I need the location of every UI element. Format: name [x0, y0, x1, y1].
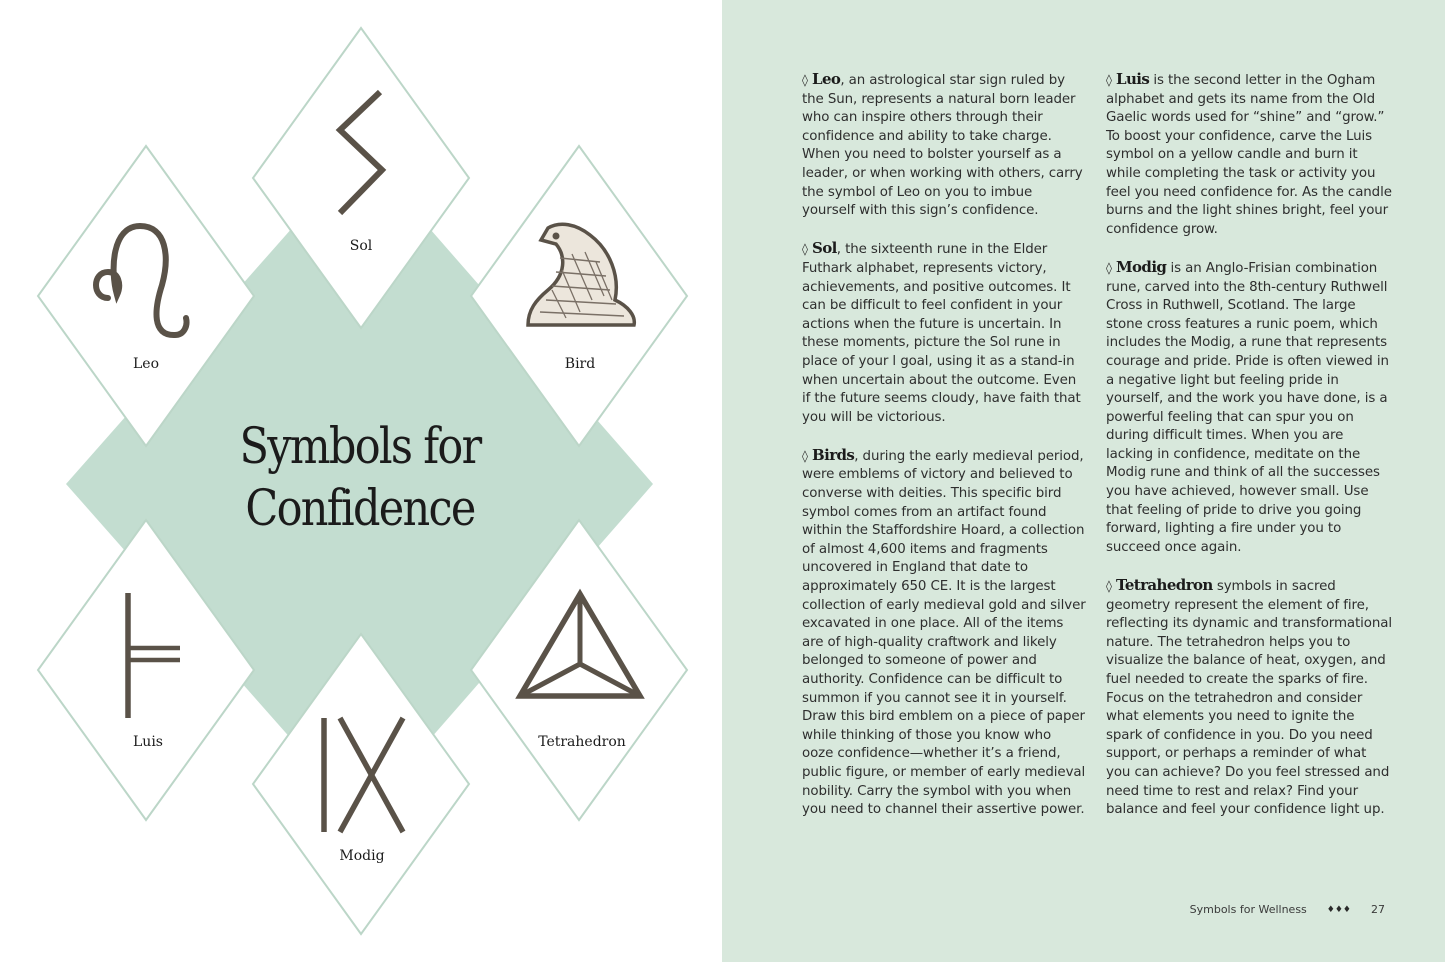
entry-name: Birds: [812, 445, 855, 464]
page-footer: [1190, 903, 1385, 916]
entry-sol: [802, 239, 1086, 427]
diamond-marker-icon: ◊: [802, 448, 808, 463]
symbol-label-luis: Luis: [133, 734, 163, 750]
entry-text: is an Anglo-Frisian combination rune, carved into the 8th-century Ruthwell Cross in Ruthwell, Scotland. The large stone cross features a runic poem, which includes the Modig, a rune that represents courage and pride. Pride is often viewed in a negative light but feeling pride in yourself, and the work you have done, is a powerful feeling that can spur you on during difficult times. When you are lacking in confidence, meditate on the Modig rune and think of all the successes you have achieved, however small. Use that feeling of pride to drive you going forward, lighting a fire under you to succeed once again.: [1106, 260, 1389, 555]
text-column-1: [802, 70, 1086, 838]
entry-tetrahedron: [1106, 576, 1392, 820]
entry-name: Leo: [812, 70, 841, 88]
symbol-label-leo: Leo: [132, 356, 160, 372]
diamond-marker-icon: ◊: [1106, 73, 1112, 87]
page-title-line-2: Confidence: [245, 479, 475, 537]
entry-name: Luis: [1116, 70, 1150, 88]
entry-name: Modig: [1116, 257, 1167, 276]
diamond-marker-icon: ◊: [1106, 579, 1112, 594]
page-title: [214, 415, 506, 539]
symbol-label-sol: Sol: [349, 238, 373, 254]
left-page: [0, 0, 722, 962]
entry-birds: [802, 446, 1086, 820]
text-column-2: [1106, 70, 1392, 838]
page-number: 27: [1371, 903, 1385, 916]
entry-name: Tetrahedron: [1116, 576, 1213, 595]
diamond-marker-icon: ◊: [1106, 260, 1112, 275]
symbol-label-bird: Bird: [564, 356, 596, 372]
footer-section-title: Symbols for Wellness: [1189, 903, 1307, 916]
right-page: [722, 0, 1445, 962]
entry-modig: [1106, 258, 1392, 558]
footer-diamonds-icon: ♦♦♦: [1326, 904, 1351, 915]
page-title-line-1: Symbols for: [239, 417, 481, 475]
entry-text: symbols in sacred geometry represent the element of fire, reflecting its dynamic and transformational nature. The tetrahedron helps you to visualize the balance of heat, oxygen, and fuel needed to create the sparks of fire. Focus on the tetrahedron and consider what elements you need to ignite the spark of confidence in you. Do you need support, or perhaps a reminder of what you can achieve? Do you feel stressed and need time to rest and relax? Find your balance and feel your confidence light up.: [1106, 579, 1392, 818]
entry-luis: [1106, 70, 1392, 239]
entry-text: is the second letter in the Ogham alphabet and gets its name from the Old Gaelic words used for “shine” and “grow.” To boost your confidence, carve the Luis symbol on a yellow candle and burn it while completing the task or activity you feel you need confidence for. As the candle burns and the light shines bright, feel your confidence grow.: [1106, 73, 1392, 237]
entry-leo: [802, 70, 1086, 221]
entry-name: Sol: [812, 239, 837, 258]
entry-text: , during the early medieval period, were emblems of victory and believed to converse with deities. This specific bird symbol comes from an artifact found within the Staffordshire Hoard, a collection of almost 4,600 items and fragments uncovered in England that date to approximately 650 CE. It is the largest collection of early medieval gold and silver excavated in one place. All of the items are of high-quality craftwork and likely belonged to someone of power and authority. Confidence can be difficult to summon if you cannot see it in yourself. Draw this bird emblem on a piece of paper while thinking of those you know who ooze confidence—whether it’s a friend, public figure, or member of early medieval nobility. Carry the symbol with you when you need to channel their assertive power.: [802, 448, 1086, 818]
symbol-label-modig: Modig: [339, 848, 385, 864]
symbol-label-tetrahedron: Tetrahedron: [538, 734, 626, 750]
entry-text: , the sixteenth rune in the Elder Futhark alphabet, represents victory, achievements, and positive outcomes. It can be difficult to feel confident in your actions when the future is uncertain. In these moments, picture the Sol rune in place of your l goal, using it as a stand-in when uncertain about the outcome. Even if the future seems cloudy, have faith that you will be victorious.: [802, 242, 1081, 425]
diamond-marker-icon: ◊: [802, 73, 808, 87]
entry-text: , an astrological star sign ruled by the Sun, represents a natural born leader who can inspire others through their confidence and ability to take charge. When you need to bolster yourself as a leader, or when working with others, carry the symbol of Leo on you to imbue yourself with this sign’s confidence.: [802, 73, 1083, 219]
diamond-marker-icon: ◊: [802, 242, 808, 257]
